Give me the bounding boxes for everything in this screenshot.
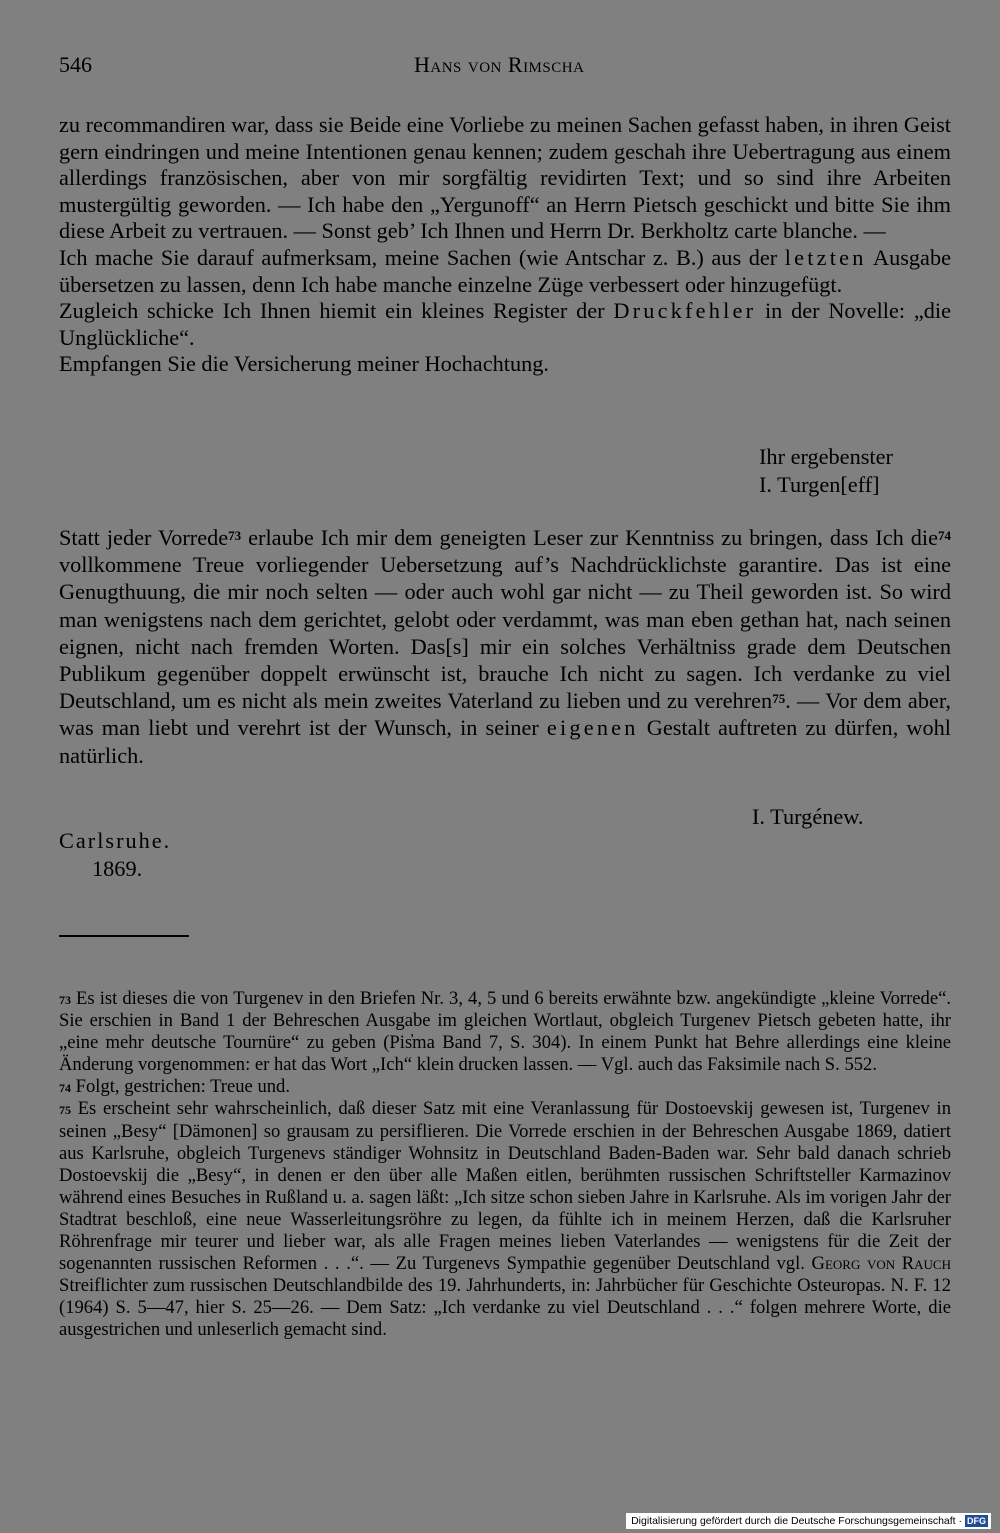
preface-year: 1869. xyxy=(92,856,143,881)
footnote-74: $^{74}$ Folgt, gestrichen: Treue und. xyxy=(59,1076,290,1098)
letter-paragraph: zu recommandiren war, dass sie Beide eine Vorliebe zu meinen Sachen gefasst haben, in ihren Geist gern eindringen und meine Intentionen genau kennen; zudem geschah ihre Uebertragung aus einem allerdings französischen, aber von mir sorgfältig revidirten Text; und so sind ihre Arbeiten mustergültig geworden. — Ich habe den „Yergunoff“ an Herrn Pietsch geschickt und bitte Sie ihm diese Arbeit zu vertrauen. — Sonst geb’ Ich Ihnen und Herrn Dr. Berkholtz carte blanche. — xyxy=(59,112,951,244)
letter-closing xyxy=(759,443,893,499)
closing-salutation: Ihr ergebenster xyxy=(759,444,893,469)
letter-paragraph: Ich mache Sie darauf aufmerksam, meine Sachen (wie Antschar z. B.) aus der letzten Ausgabe übersetzen zu lassen, denn Ich habe manche einzelne Züge verbessert oder hinzugefügt. xyxy=(59,244,951,297)
footnote-73: $^{73}$ Es ist dieses die von Turgenev in den Briefen Nr. 3, 4, 5 und 6 bereits erwähnte bzw. angekündigte „kleine Vorrede“. Sie erschien in Band 1 der Behreschen Ausgabe im gleichen Wortlaut, obgleich Turgenev Pietsch gebeten hatte, ihr „eine mehr deutsche Tournüre“ zu geben (Pis̓ma Band 7, S. 304). In einem Punkt hat Behre allerdings eine kleine Änderung vorgenommen: er hat das Wort „Ich“ klein drucken lassen. — Vgl. auch das Faksimile nach S. 552. xyxy=(59,988,951,1076)
footnote-number: 73 xyxy=(59,993,71,1007)
footnote-ref: 75 xyxy=(772,691,786,707)
footnotes xyxy=(59,988,951,1342)
page-number: 546 xyxy=(59,52,92,77)
letter-paragraph: Empfangen Sie die Versicherung meiner Hochachtung. xyxy=(59,351,549,377)
page-header xyxy=(59,52,951,82)
emphasis-spaced: Druckfehler xyxy=(613,298,757,324)
letter-paragraph: Zugleich schicke Ich Ihnen hiemit ein kleines Register der Druckfehler in der Novelle: „die Unglückliche“. xyxy=(59,298,951,350)
footnote-75: $^{75}$ Es erscheint sehr wahrscheinlich, daß dieser Satz mit eine Veranlassung für Dostoevskij gewesen ist, Turgenev in seinen „Besy“ [Dämonen] so grausam zu persiflieren. Die Vorrede erschien in der Behreschen Ausgabe 1869, datiert aus Karlsruhe, obgleich Turgenevs ständiger Wohnsitz in Deutschland Baden-Baden war. Sehr bald danach schrieb Dostoevskij die „Besy“, in denen er den über alle Maßen eitlen, berühmten russischen Schriftsteller Karmazinov während eines Besuches in Rußland u. a. sagen läßt: „Ich sitze schon sieben Jahre in Karlsruhe. Als im vorigen Jahr der Stadtrat beschloß, eine neue Wasserleitungsröhre zu legen, da fühlte ich in meinem Herzen, daß die Karlsruher Röhrenfrage mir teurer und lieber war, als alle Fragen meines lieben Vaterlandes — wenigstens für die Zeit der sogenannten russischen Reformen . . .“. — Zu Turgenevs Sympathie gegenüber Deutschland vgl. Georg von Rauch Streiflichter zum russischen Deutschlandbilde des 19. Jahrhunderts, in: Jahrbücher für Geschichte Osteuropas. N. F. 12 (1964) S. 5—47, hier S. 25—26. — Dem Satz: „Ich verdanke zu viel Deutschland . . .“ folgen mehrere Worte, die ausgestrichen und unleserlich gemacht sind. xyxy=(59,1098,951,1341)
letter-body xyxy=(59,112,951,378)
emphasis-spaced: letzten xyxy=(784,244,867,270)
footnote-number: 74 xyxy=(59,1081,71,1096)
digitization-credit xyxy=(626,1513,991,1529)
emphasis-spaced: eigenen xyxy=(546,715,639,741)
dfg-logo-icon: DFG xyxy=(967,1516,986,1526)
closing-signature: I. Turgen[eff] xyxy=(759,472,880,497)
running-head: Hans von Rimscha xyxy=(414,52,585,77)
footnote-number: 75 xyxy=(59,1103,71,1118)
preface-paragraph: Statt jeder Vorrede$^{73}$ erlaube Ich mir dem geneigten Leser zur Kenntniss zu bringen, dass Ich die$^{74}$ vollkommene Treue vorliegender Uebersetzung auf’s Nachdrücklichste garantire. Das ist eine Genugthuung, die mir noch selten — oder auch wohl gar nicht — zu Theil geworden ist. So wird man wenigstens nach dem gerichtet, gelobt oder verdammt, was man eben gethan hat, nach seinen eignen, nicht nach fremden Worten. Das[s] mir ein solches Verhältniss grade dem Deutschen Publikum gegenüber doppelt erwünscht ist, brauche Ich nicht zu sagen. Ich verdanke zu viel Deutschland, um es nicht als mein zweites Vaterland zu lieben und zu verehren$^{75}$. — Vor dem aber, was man liebt und verehrt ist der Wunsch, in seiner eigenen Gestalt auftreten zu dürfen, wohl natürlich. xyxy=(59,525,952,768)
preface-place: Carlsruhe. xyxy=(59,828,172,853)
footnote-ref: 73 xyxy=(228,528,242,543)
cited-author: Georg von Rauch xyxy=(811,1253,951,1275)
footnote-divider xyxy=(59,935,189,937)
preface-signature: I. Turgénew. xyxy=(752,804,864,829)
credit-text: Digitalisierung gefördert durch die Deutsche Forschungsgemeinschaft · xyxy=(631,1515,962,1527)
footnote-ref: 74 xyxy=(938,528,952,543)
